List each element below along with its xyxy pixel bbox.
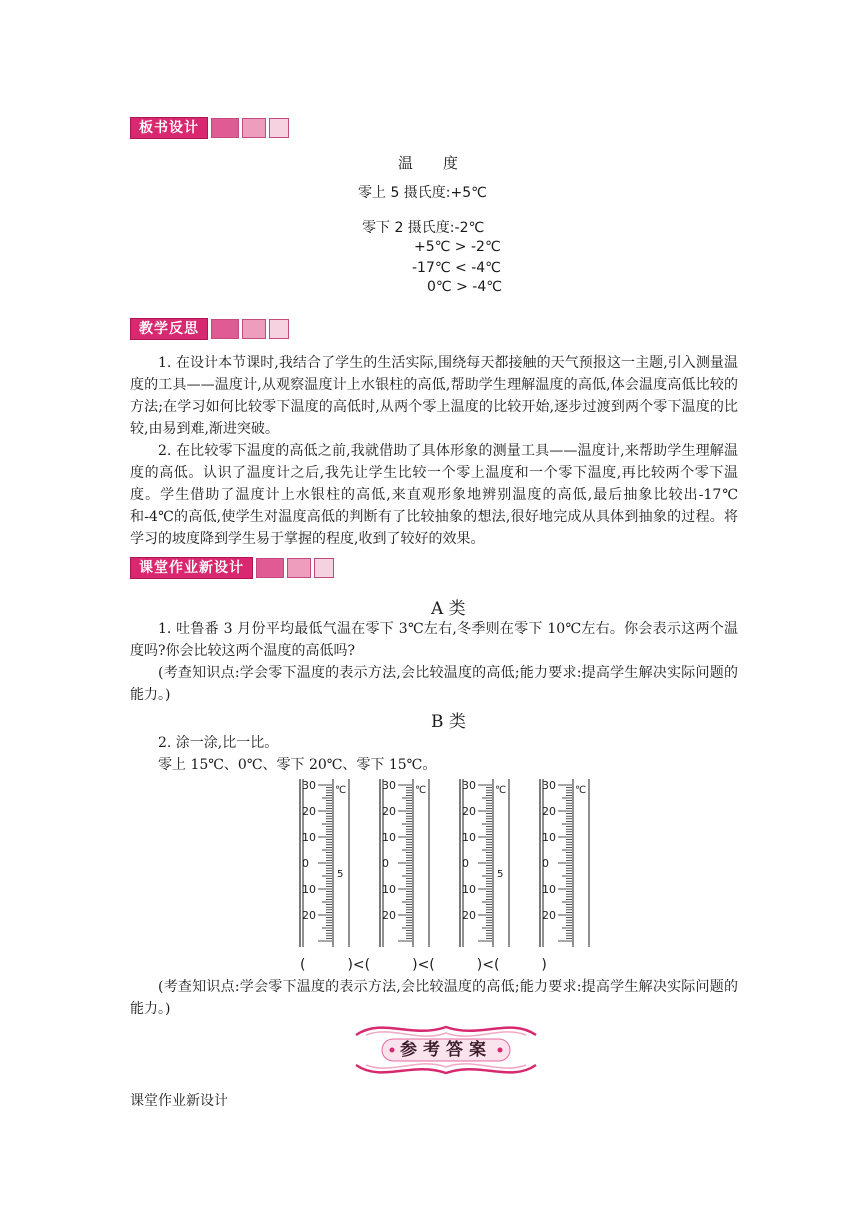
- thermometer-tick-label: 0: [542, 857, 549, 870]
- section-label: 课堂作业新设计: [130, 557, 253, 579]
- answer-banner-text: 参考答案: [400, 1040, 492, 1060]
- thermometer-tick-label: 0: [462, 857, 469, 870]
- thermometer-side-mark: 5: [497, 869, 504, 880]
- thermometer-unit-label: ℃: [575, 785, 587, 796]
- decor-square: [242, 319, 266, 339]
- thermometer-unit-label: ℃: [335, 785, 347, 796]
- thermometer[interactable]: [377, 777, 437, 949]
- thermometer-tick-label: 10: [542, 883, 556, 896]
- thermometer-tick-label: 20: [462, 805, 476, 818]
- thermometer[interactable]: [297, 777, 357, 949]
- section-header-banshu: [130, 117, 289, 139]
- answer-banner: [352, 1015, 540, 1085]
- thermometer-tick-label: 20: [302, 909, 316, 922]
- thermometer-tick-label: 20: [542, 909, 556, 922]
- thermometer-tick-label: 10: [302, 883, 316, 896]
- question-2-note: (考查知识点:学会零下温度的表示方法,会比较温度的高低;能力要求:提高学生解决实际问题的能力。): [130, 979, 738, 1017]
- thermometer[interactable]: [537, 777, 597, 949]
- thermometer-scale: [457, 777, 517, 949]
- banshu-line: +5℃ > -2℃: [414, 239, 501, 255]
- decor-square: [242, 118, 266, 138]
- question-2: 2. 涂一涂,比一比。: [158, 735, 279, 751]
- decor-square: [269, 319, 289, 339]
- thermometer-tick-label: 10: [462, 883, 476, 896]
- thermometer-tick-label: 10: [382, 831, 396, 844]
- thermometer-unit-label: ℃: [495, 785, 507, 796]
- banshu-line: 零上 5 摄氏度:+5℃: [358, 185, 487, 201]
- thermometer-tick-label: 30: [302, 779, 316, 792]
- reflection-paragraph: 1. 在设计本节课时,我结合了学生的生活实际,围绕每天都接触的天气预报这一主题,引入测量温度的工具——温度计,从观察温度计上水银柱的高低,帮助学生理解温度的高低,体会温度高低比较的方法;在学习如何比较零下温度的高低时,从两个零上温度的比较开始,逐步过渡到两个零下温度的比较,由易到难,渐进突破。: [130, 355, 738, 437]
- question-1-note: (考查知识点:学会零下温度的表示方法,会比较温度的高低;能力要求:提高学生解决实际问题的能力。): [130, 665, 738, 703]
- thermometer[interactable]: [457, 777, 517, 949]
- thermometer-scale: [297, 777, 357, 949]
- category-b-title: B 类: [431, 712, 466, 732]
- thermometer-tick-label: 30: [462, 779, 476, 792]
- thermometer-tick-label: 20: [382, 909, 396, 922]
- answer-section-label: 课堂作业新设计: [130, 1093, 228, 1109]
- thermometer-tick-label: 10: [462, 831, 476, 844]
- banshu-title: 温 度: [398, 154, 459, 172]
- compare-row: ( )<( )<( )<( ): [300, 957, 547, 973]
- decor-square: [211, 118, 239, 138]
- question-1: 1. 吐鲁番 3 月份平均最低气温在零下 3℃左右,冬季则在零下 10℃左右。你会表示这两个温度吗?你会比较这两个温度的高低吗?: [130, 621, 738, 659]
- category-a-title: A 类: [431, 599, 466, 619]
- thermometer-tick-label: 30: [382, 779, 396, 792]
- section-label: 教学反思: [130, 318, 208, 340]
- thermometer-scale: [537, 777, 597, 949]
- decor-square: [256, 558, 284, 578]
- thermometer-tick-label: 10: [382, 883, 396, 896]
- thermometer-tick-label: 10: [302, 831, 316, 844]
- question-2-sub: 零上 15℃、0℃、零下 20℃、零下 15℃。: [158, 757, 437, 773]
- decor-square: [314, 558, 334, 578]
- thermometer-tick-label: 20: [302, 805, 316, 818]
- banshu-line: 零下 2 摄氏度:-2℃: [362, 220, 485, 236]
- thermometer-tick-label: 10: [542, 831, 556, 844]
- thermometer-side-mark: 5: [337, 869, 344, 880]
- thermometer-tick-label: 0: [302, 857, 309, 870]
- section-header-zuoye: [130, 557, 334, 579]
- section-header-fansi: [130, 318, 289, 340]
- reflection-paragraph: 2. 在比较零下温度的高低之前,我就借助了具体形象的测量工具——温度计,来帮助学生理解温度的高低。认识了温度计之后,我先让学生比较一个零上温度和一个零下温度,再比较两个零下温度。学生借助了温度计上水银柱的高低,来直观形象地辨别温度的高低,最后抽象比较出-17℃和-4℃的高低,使学生对温度高低的判断有了比较抽象的想法,很好地完成从具体到抽象的过程。将学习的坡度降到学生易于掌握的程度,收到了较好的效果。: [130, 443, 738, 547]
- decor-square: [269, 118, 289, 138]
- thermometer-tick-label: 30: [542, 779, 556, 792]
- banshu-line: -17℃ < -4℃: [412, 260, 501, 276]
- banshu-line: 0℃ > -4℃: [427, 279, 502, 295]
- decor-square: [287, 558, 311, 578]
- thermometer-tick-label: 20: [382, 805, 396, 818]
- thermometer-tick-label: 20: [542, 805, 556, 818]
- section-label: 板书设计: [130, 117, 208, 139]
- thermometer-unit-label: ℃: [415, 785, 427, 796]
- decor-square: [211, 319, 239, 339]
- thermometer-scale: [377, 777, 437, 949]
- thermometer-tick-label: 20: [462, 909, 476, 922]
- thermometer-tick-label: 0: [382, 857, 389, 870]
